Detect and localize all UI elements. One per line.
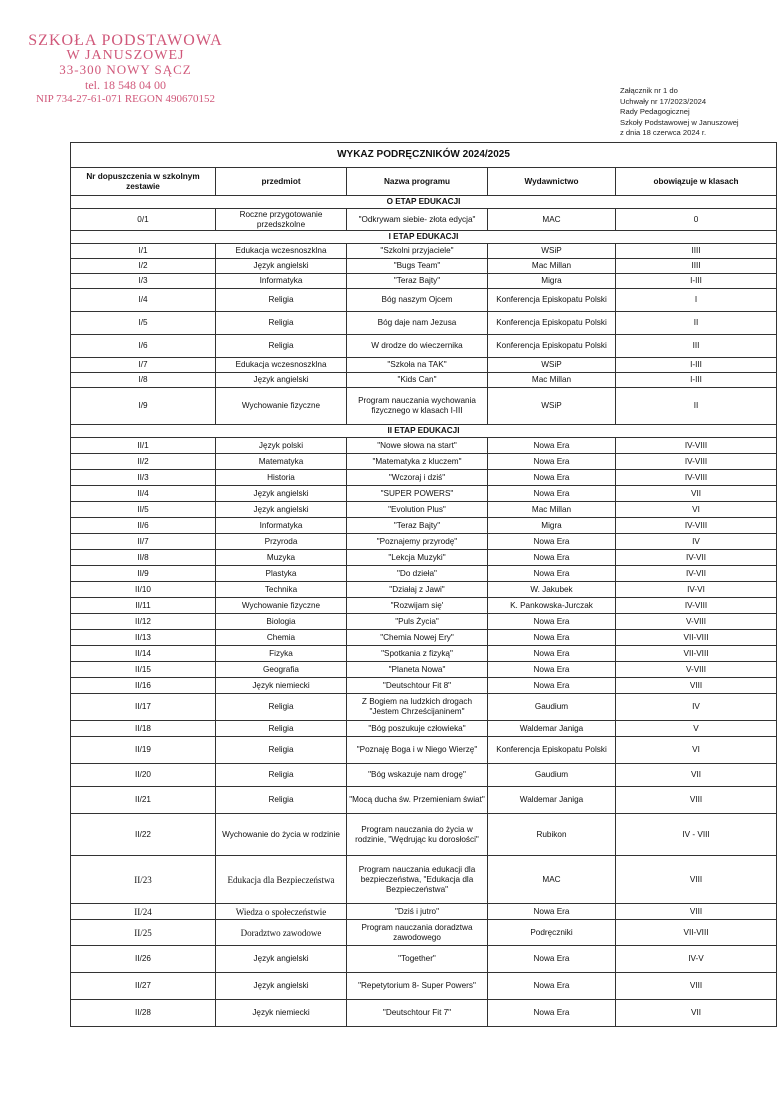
table-row bbox=[71, 814, 777, 856]
row-publisher: W. Jakubek bbox=[488, 582, 616, 598]
row-classes: V-VIII bbox=[616, 662, 777, 678]
row-program: "Dziś i jutro" bbox=[347, 904, 488, 920]
row-subject: Religia bbox=[216, 694, 347, 721]
table-row bbox=[71, 904, 777, 920]
stamp-tax-ids: NIP 734-27-61-071 REGON 490670152 bbox=[36, 93, 215, 105]
row-classes: VIII bbox=[616, 904, 777, 920]
table-row bbox=[71, 694, 777, 721]
row-nr: II/2 bbox=[71, 454, 216, 470]
row-subject: Edukacja wczesnoszklna bbox=[216, 244, 347, 259]
table-row bbox=[71, 946, 777, 973]
row-nr: II/4 bbox=[71, 486, 216, 502]
row-publisher: MAC bbox=[488, 209, 616, 231]
row-publisher: Nowa Era bbox=[488, 470, 616, 486]
row-subject: Chemia bbox=[216, 630, 347, 646]
row-classes: VII bbox=[616, 1000, 777, 1027]
school-stamp bbox=[18, 34, 233, 107]
section-row bbox=[71, 425, 777, 438]
row-subject: Biologia bbox=[216, 614, 347, 630]
row-nr: II/18 bbox=[71, 721, 216, 737]
row-program: "Evolution Plus" bbox=[347, 502, 488, 518]
table-row bbox=[71, 388, 777, 425]
row-classes: VII bbox=[616, 764, 777, 787]
header-classes: obowiązuje w klasach bbox=[616, 168, 777, 196]
row-publisher: Mac Millan bbox=[488, 259, 616, 274]
row-classes: IV-VIII bbox=[616, 470, 777, 486]
row-publisher: Nowa Era bbox=[488, 946, 616, 973]
row-program: Bóg daje nam Jezusa bbox=[347, 312, 488, 335]
row-classes: IV-VII bbox=[616, 550, 777, 566]
row-program: "Deutschtour Fit 7" bbox=[347, 1000, 488, 1027]
row-program: "Szkoła na TAK" bbox=[347, 358, 488, 373]
row-publisher: Konferencja Episkopatu Polski bbox=[488, 335, 616, 358]
row-classes: I-III bbox=[616, 274, 777, 289]
row-nr: II/7 bbox=[71, 534, 216, 550]
table-row bbox=[71, 335, 777, 358]
annex-note bbox=[620, 86, 739, 139]
row-nr: I/7 bbox=[71, 358, 216, 373]
row-nr: I/6 bbox=[71, 335, 216, 358]
row-nr: II/23 bbox=[71, 856, 216, 904]
table-row bbox=[71, 566, 777, 582]
section-row bbox=[71, 231, 777, 244]
row-classes: VI bbox=[616, 737, 777, 764]
row-publisher: Nowa Era bbox=[488, 678, 616, 694]
row-program: "Nowe słowa na start" bbox=[347, 438, 488, 454]
table-row bbox=[71, 454, 777, 470]
row-nr: II/10 bbox=[71, 582, 216, 598]
row-publisher: WSiP bbox=[488, 358, 616, 373]
table-row bbox=[71, 787, 777, 814]
row-program: "Szkolni przyjaciele" bbox=[347, 244, 488, 259]
row-subject: Plastyka bbox=[216, 566, 347, 582]
row-subject: Język angielski bbox=[216, 373, 347, 388]
row-nr: I/3 bbox=[71, 274, 216, 289]
row-nr: I/5 bbox=[71, 312, 216, 335]
row-classes: I-III bbox=[616, 373, 777, 388]
section-row bbox=[71, 196, 777, 209]
row-subject: Geografia bbox=[216, 662, 347, 678]
row-subject: Wiedza o społeczeństwie bbox=[216, 904, 347, 920]
row-classes: VII-VIII bbox=[616, 646, 777, 662]
row-classes: IV-VII bbox=[616, 566, 777, 582]
row-classes: VII-VIII bbox=[616, 920, 777, 946]
row-classes: VIII bbox=[616, 856, 777, 904]
row-nr: II/5 bbox=[71, 502, 216, 518]
row-classes: II bbox=[616, 312, 777, 335]
row-publisher: Nowa Era bbox=[488, 614, 616, 630]
row-subject: Język niemiecki bbox=[216, 678, 347, 694]
row-nr: II/24 bbox=[71, 904, 216, 920]
row-subject: Edukacja dla Bezpieczeństwa bbox=[216, 856, 347, 904]
row-nr: II/21 bbox=[71, 787, 216, 814]
annex-line: Załącznik nr 1 do bbox=[620, 86, 678, 95]
row-classes: VII-VIII bbox=[616, 630, 777, 646]
row-classes: IIII bbox=[616, 244, 777, 259]
row-classes: IV-VI bbox=[616, 582, 777, 598]
table-row bbox=[71, 550, 777, 566]
row-publisher: Nowa Era bbox=[488, 662, 616, 678]
stamp-location: W JANUSZOWEJ bbox=[66, 47, 185, 63]
table-row bbox=[71, 358, 777, 373]
section-label: O ETAP EDUKACJI bbox=[71, 196, 777, 209]
row-publisher: Konferencja Episkopatu Polski bbox=[488, 312, 616, 335]
row-nr: II/28 bbox=[71, 1000, 216, 1027]
row-subject: Historia bbox=[216, 470, 347, 486]
table-row bbox=[71, 259, 777, 274]
row-subject: Technika bbox=[216, 582, 347, 598]
section-label: I ETAP EDUKACJI bbox=[71, 231, 777, 244]
row-program: "Bugs Team" bbox=[347, 259, 488, 274]
row-subject: Język angielski bbox=[216, 502, 347, 518]
row-classes: V-VIII bbox=[616, 614, 777, 630]
row-subject: Religia bbox=[216, 312, 347, 335]
row-classes: VIII bbox=[616, 973, 777, 1000]
row-publisher: WSiP bbox=[488, 388, 616, 425]
header-nr: Nr dopuszczenia w szkolnym zestawie bbox=[71, 168, 216, 196]
row-publisher: Mac Millan bbox=[488, 373, 616, 388]
row-publisher: Nowa Era bbox=[488, 534, 616, 550]
table-row bbox=[71, 534, 777, 550]
row-nr: II/12 bbox=[71, 614, 216, 630]
table-header-row bbox=[71, 168, 777, 196]
row-nr: II/11 bbox=[71, 598, 216, 614]
row-program: "Lekcja Muzyki" bbox=[347, 550, 488, 566]
row-subject: Muzyka bbox=[216, 550, 347, 566]
row-publisher: Konferencja Episkopatu Polski bbox=[488, 289, 616, 312]
row-program: Program nauczania do życia w rodzinie, "Wędrując ku dorosłości" bbox=[347, 814, 488, 856]
table-row bbox=[71, 209, 777, 231]
row-publisher: Nowa Era bbox=[488, 973, 616, 1000]
row-subject: Wychowanie do życia w rodzinie bbox=[216, 814, 347, 856]
table-row bbox=[71, 438, 777, 454]
row-subject: Język angielski bbox=[216, 486, 347, 502]
table-row bbox=[71, 614, 777, 630]
table-title: WYKAZ PODRĘCZNIKÓW 2024/2025 bbox=[71, 143, 777, 168]
row-subject: Język angielski bbox=[216, 259, 347, 274]
table-row bbox=[71, 244, 777, 259]
row-program: "Poznaję Boga i w Niego Wierzę" bbox=[347, 737, 488, 764]
row-nr: I/9 bbox=[71, 388, 216, 425]
row-classes: III bbox=[616, 335, 777, 358]
row-program: "Odkrywam siebie- złota edycja" bbox=[347, 209, 488, 231]
table-row bbox=[71, 518, 777, 534]
row-publisher: Nowa Era bbox=[488, 438, 616, 454]
row-publisher: Gaudium bbox=[488, 764, 616, 787]
row-nr: II/13 bbox=[71, 630, 216, 646]
textbook-list-table bbox=[70, 142, 777, 1027]
row-program: "Teraz Bajty" bbox=[347, 274, 488, 289]
annex-line: Uchwały nr 17/2023/2024 bbox=[620, 96, 707, 106]
row-nr: II/17 bbox=[71, 694, 216, 721]
row-program: "Spotkania z fizyką" bbox=[347, 646, 488, 662]
row-publisher: K. Pankowska-Jurczak bbox=[488, 598, 616, 614]
table-row bbox=[71, 646, 777, 662]
row-subject: Język niemiecki bbox=[216, 1000, 347, 1027]
row-classes: IV-VIII bbox=[616, 518, 777, 534]
row-classes: I-III bbox=[616, 358, 777, 373]
table-row bbox=[71, 920, 777, 946]
row-subject: Fizyka bbox=[216, 646, 347, 662]
annex-line: z dnia 18 czerwca 2024 r. bbox=[620, 128, 707, 137]
row-classes: IIII bbox=[616, 259, 777, 274]
row-publisher: Nowa Era bbox=[488, 1000, 616, 1027]
row-nr: I/2 bbox=[71, 259, 216, 274]
row-subject: Język angielski bbox=[216, 973, 347, 1000]
row-subject: Religia bbox=[216, 289, 347, 312]
row-publisher: Migra bbox=[488, 518, 616, 534]
row-classes: V bbox=[616, 721, 777, 737]
row-classes: VII bbox=[616, 486, 777, 502]
row-subject: Informatyka bbox=[216, 518, 347, 534]
row-program: "Mocą ducha św. Przemieniam świat" bbox=[347, 787, 488, 814]
table-row bbox=[71, 289, 777, 312]
row-classes: IV bbox=[616, 694, 777, 721]
row-nr: II/6 bbox=[71, 518, 216, 534]
row-subject: Przyroda bbox=[216, 534, 347, 550]
row-subject: Wychowanie fizyczne bbox=[216, 388, 347, 425]
row-publisher: Podręczniki bbox=[488, 920, 616, 946]
row-program: Program nauczania doradztwa zawodowego bbox=[347, 920, 488, 946]
table-row bbox=[71, 662, 777, 678]
row-nr: II/22 bbox=[71, 814, 216, 856]
row-program: "Bóg poszukuje człowieka" bbox=[347, 721, 488, 737]
table-row bbox=[71, 630, 777, 646]
row-nr: II/14 bbox=[71, 646, 216, 662]
row-publisher: MAC bbox=[488, 856, 616, 904]
row-publisher: Nowa Era bbox=[488, 566, 616, 582]
row-program: "Planeta Nowa" bbox=[347, 662, 488, 678]
row-program: "Działaj z Jawi" bbox=[347, 582, 488, 598]
table-body bbox=[71, 196, 777, 1027]
row-program: "Together" bbox=[347, 946, 488, 973]
header-program: Nazwa programu bbox=[347, 168, 488, 196]
row-subject: Religia bbox=[216, 764, 347, 787]
row-nr: I/1 bbox=[71, 244, 216, 259]
row-publisher: Migra bbox=[488, 274, 616, 289]
row-program: Program nauczania edukacji dla bezpieczeństwa, "Edukacja dla Bezpieczeństwa" bbox=[347, 856, 488, 904]
stamp-school-name: SZKOŁA PODSTAWOWA bbox=[28, 32, 223, 49]
row-nr: 0/1 bbox=[71, 209, 216, 231]
row-nr: II/15 bbox=[71, 662, 216, 678]
row-subject: Roczne przygotowanie przedszkolne bbox=[216, 209, 347, 231]
row-publisher: Mac Millan bbox=[488, 502, 616, 518]
row-subject: Informatyka bbox=[216, 274, 347, 289]
row-program: "Rozwijam się' bbox=[347, 598, 488, 614]
row-subject: Religia bbox=[216, 737, 347, 764]
table-row bbox=[71, 274, 777, 289]
row-classes: VIII bbox=[616, 678, 777, 694]
row-nr: II/9 bbox=[71, 566, 216, 582]
stamp-phone: tel. 18 548 04 00 bbox=[85, 77, 166, 92]
row-publisher: Waldemar Janiga bbox=[488, 721, 616, 737]
row-classes: IV-VIII bbox=[616, 598, 777, 614]
row-publisher: Rubikon bbox=[488, 814, 616, 856]
row-subject: Religia bbox=[216, 721, 347, 737]
annex-line: Rady Pedagogicznej bbox=[620, 107, 690, 116]
row-classes: I bbox=[616, 289, 777, 312]
row-nr: II/26 bbox=[71, 946, 216, 973]
row-subject: Doradztwo zawodowe bbox=[216, 920, 347, 946]
row-classes: 0 bbox=[616, 209, 777, 231]
row-program: "Repetytorium 8- Super Powers" bbox=[347, 973, 488, 1000]
row-publisher: Nowa Era bbox=[488, 486, 616, 502]
row-classes: VI bbox=[616, 502, 777, 518]
row-program: "Bóg wskazuje nam drogę" bbox=[347, 764, 488, 787]
row-program: Z Bogiem na ludzkich drogach "Jestem Chrześcijaninem" bbox=[347, 694, 488, 721]
row-program: W drodze do wieczernika bbox=[347, 335, 488, 358]
row-nr: I/4 bbox=[71, 289, 216, 312]
table-row bbox=[71, 373, 777, 388]
row-publisher: Nowa Era bbox=[488, 904, 616, 920]
row-classes: IV-VIII bbox=[616, 438, 777, 454]
row-publisher: Gaudium bbox=[488, 694, 616, 721]
row-nr: II/25 bbox=[71, 920, 216, 946]
row-subject: Język angielski bbox=[216, 946, 347, 973]
row-nr: II/16 bbox=[71, 678, 216, 694]
row-nr: II/8 bbox=[71, 550, 216, 566]
row-program: Bóg naszym Ojcem bbox=[347, 289, 488, 312]
row-program: "Deutschtour Fit 8" bbox=[347, 678, 488, 694]
row-classes: IV-VIII bbox=[616, 454, 777, 470]
row-subject: Edukacja wczesnoszklna bbox=[216, 358, 347, 373]
section-label: II ETAP EDUKACJI bbox=[71, 425, 777, 438]
table-row bbox=[71, 486, 777, 502]
table-row bbox=[71, 470, 777, 486]
stamp-postal-address: 33-300 NOWY SĄCZ bbox=[59, 62, 192, 77]
header-subject: przedmiot bbox=[216, 168, 347, 196]
table-row bbox=[71, 678, 777, 694]
row-program: "Chemia Nowej Ery" bbox=[347, 630, 488, 646]
row-nr: II/3 bbox=[71, 470, 216, 486]
table-row bbox=[71, 312, 777, 335]
row-publisher: WSiP bbox=[488, 244, 616, 259]
row-classes: IV bbox=[616, 534, 777, 550]
row-subject: Religia bbox=[216, 335, 347, 358]
table-row bbox=[71, 582, 777, 598]
row-publisher: Nowa Era bbox=[488, 630, 616, 646]
row-classes: VIII bbox=[616, 787, 777, 814]
row-program: "Kids Can" bbox=[347, 373, 488, 388]
row-publisher: Nowa Era bbox=[488, 454, 616, 470]
row-program: "Puls Życia" bbox=[347, 614, 488, 630]
row-publisher: Waldemar Janiga bbox=[488, 787, 616, 814]
header-publisher: Wydawnictwo bbox=[488, 168, 616, 196]
row-program: "SUPER POWERS" bbox=[347, 486, 488, 502]
row-program: "Do dzieła" bbox=[347, 566, 488, 582]
row-subject: Wychowanie fizyczne bbox=[216, 598, 347, 614]
row-nr: II/27 bbox=[71, 973, 216, 1000]
row-classes: IV-V bbox=[616, 946, 777, 973]
row-program: "Poznajemy przyrodę" bbox=[347, 534, 488, 550]
row-publisher: Konferencja Episkopatu Polski bbox=[488, 737, 616, 764]
table-row bbox=[71, 598, 777, 614]
row-nr: II/1 bbox=[71, 438, 216, 454]
annex-line: Szkoły Podstawowej w Januszowej bbox=[620, 117, 739, 127]
row-classes: II bbox=[616, 388, 777, 425]
table-row bbox=[71, 502, 777, 518]
row-subject: Język polski bbox=[216, 438, 347, 454]
row-program: "Matematyka z kluczem" bbox=[347, 454, 488, 470]
table-row bbox=[71, 973, 777, 1000]
row-subject: Matematyka bbox=[216, 454, 347, 470]
table-row bbox=[71, 764, 777, 787]
row-classes: IV - VIII bbox=[616, 814, 777, 856]
table-row bbox=[71, 1000, 777, 1027]
table-row bbox=[71, 737, 777, 764]
row-program: Program nauczania wychowania fizycznego w klasach I-III bbox=[347, 388, 488, 425]
row-program: "Wczoraj i dziś" bbox=[347, 470, 488, 486]
row-publisher: Nowa Era bbox=[488, 646, 616, 662]
row-nr: I/8 bbox=[71, 373, 216, 388]
table-row bbox=[71, 856, 777, 904]
row-program: "Teraz Bajty" bbox=[347, 518, 488, 534]
row-nr: II/20 bbox=[71, 764, 216, 787]
row-nr: II/19 bbox=[71, 737, 216, 764]
table-row bbox=[71, 721, 777, 737]
row-subject: Religia bbox=[216, 787, 347, 814]
row-publisher: Nowa Era bbox=[488, 550, 616, 566]
